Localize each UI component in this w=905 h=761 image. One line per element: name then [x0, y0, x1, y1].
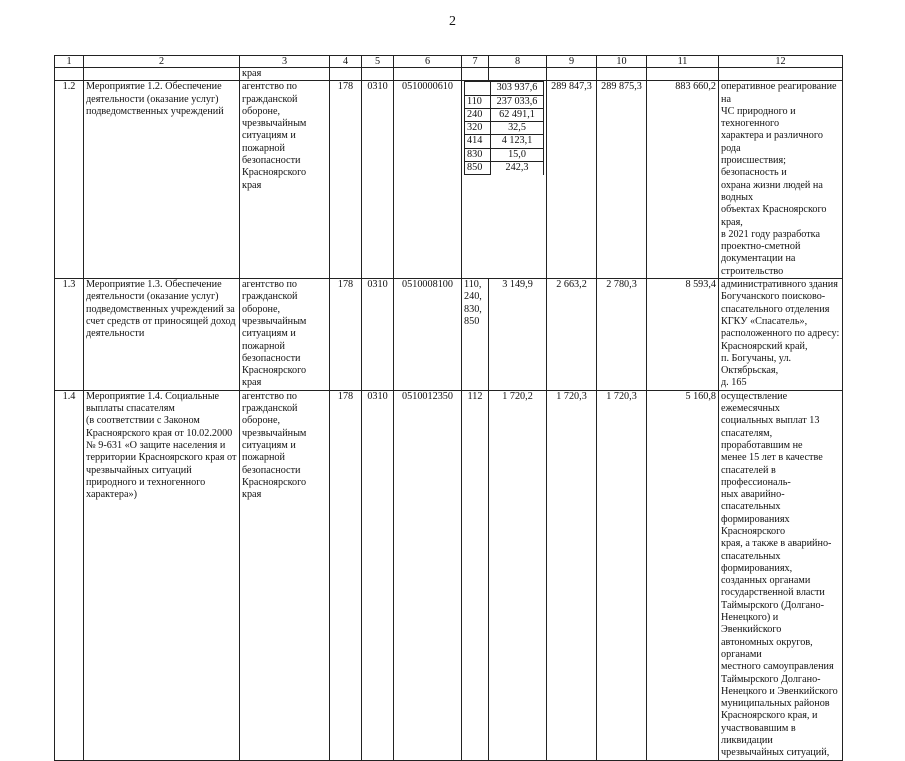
- total-amount: 883 660,2: [647, 81, 719, 279]
- year-2-amount: 289 847,3: [547, 81, 597, 279]
- header-cell: 1: [55, 56, 84, 68]
- year-3-amount: 1 720,3: [597, 390, 647, 760]
- year-1-amount: 3 149,9: [489, 279, 547, 391]
- header-cell: 9: [547, 56, 597, 68]
- executor: агентство по гражданской обороне, чрезвычайным ситуациям и пожарной безопасности Красноярского края: [240, 390, 330, 760]
- grbs-code: 178: [330, 279, 362, 391]
- row-number: 1.2: [55, 81, 84, 279]
- vr-code: 112: [462, 390, 489, 760]
- carry-over-row: [55, 68, 843, 81]
- vr-code: 110, 240, 830, 850: [462, 279, 489, 391]
- vr-amount: 242,3: [491, 162, 544, 175]
- executor: агентство по гражданской обороне, чрезвычайным ситуациям и пожарной безопасности Красноярского края: [240, 279, 330, 391]
- total-amount: 5 160,8: [647, 390, 719, 760]
- rzpr-code: 0310: [362, 81, 394, 279]
- header-cell: 10: [597, 56, 647, 68]
- rzpr-code: 0310: [362, 390, 394, 760]
- vr-breakdown: [462, 81, 547, 279]
- header-cell: 11: [647, 56, 719, 68]
- vr-code: 414: [465, 135, 491, 148]
- expected-result: административного здания Богучанского поисково- спасательного отделения КГКУ «Спасатель», расположенного по адресу: Красноярский край, п. Богучаны, ул. Октябрьская, д. 165: [719, 279, 843, 391]
- page-number: 2: [449, 14, 456, 29]
- grbs-code: 178: [330, 390, 362, 760]
- vr-code: [465, 82, 491, 95]
- header-cell: 7: [462, 56, 489, 68]
- year-3-amount: 2 780,3: [597, 279, 647, 391]
- header-cell: 5: [362, 56, 394, 68]
- executor: агентство по гражданской обороне, чрезвычайным ситуациям и пожарной безопасности Красноярского края: [240, 81, 330, 279]
- expected-result: осуществление ежемесячных социальных выплат 13 спасателям, проработавшим не менее 15 лет в качестве спасателей в профессиональ- ных аварийно-спасательных формированиях Красноярского края, а также в аварийно- спасательных формированиях, созданных органами государственной власти Таймырского (Долгано- Ненецкого) и Эвенкийского автономных округов, органами местного самоуправления Таймырского Долгано- Ненецкого и Эвенкийского муниципальных районов Красноярского края, и участвовавшим в ликвидации чрезвычайных ситуаций,: [719, 390, 843, 760]
- table-row: [55, 279, 843, 391]
- vr-amount: 237 033,6: [491, 95, 544, 108]
- column-number-header: [55, 56, 843, 68]
- vr-code: 830: [465, 148, 491, 161]
- year-2-amount: 2 663,2: [547, 279, 597, 391]
- row-number: 1.4: [55, 390, 84, 760]
- total-amount: 8 593,4: [647, 279, 719, 391]
- year-2-amount: 1 720,3: [547, 390, 597, 760]
- table-row: [55, 390, 843, 760]
- rzpr-code: 0310: [362, 279, 394, 391]
- vr-amount: 62 491,1: [491, 108, 544, 121]
- vr-breakdown-table: [464, 81, 544, 175]
- grbs-code: 178: [330, 81, 362, 279]
- csr-code: 0510000610: [394, 81, 462, 279]
- activity-name: Мероприятие 1.2. Обеспечение деятельности (оказание услуг) подведомственных учреждений: [84, 81, 240, 279]
- header-cell: 8: [489, 56, 547, 68]
- vr-code: 110: [465, 95, 491, 108]
- vr-amount: 32,5: [491, 122, 544, 135]
- vr-code: 240: [465, 108, 491, 121]
- row-number: 1.3: [55, 279, 84, 391]
- vr-amount: 15,0: [491, 148, 544, 161]
- vr-amount: 303 937,6: [491, 82, 544, 95]
- activity-name: Мероприятие 1.4. Социальные выплаты спасателям (в соответствии с Законом Красноярского края от 10.02.2000 № 9-631 «О защите населения и территории Красноярского края от чрезвычайных ситуаций природного и техногенного характера»): [84, 390, 240, 760]
- table-row: [55, 81, 843, 279]
- year-1-amount: 1 720,2: [489, 390, 547, 760]
- vr-code: 320: [465, 122, 491, 135]
- csr-code: 0510008100: [394, 279, 462, 391]
- csr-code: 0510012350: [394, 390, 462, 760]
- header-cell: 2: [84, 56, 240, 68]
- carry-over-executor: края: [240, 68, 330, 81]
- vr-code: 850: [465, 162, 491, 175]
- vr-amount: 4 123,1: [491, 135, 544, 148]
- program-activities-table: [54, 55, 843, 761]
- header-cell: 4: [330, 56, 362, 68]
- header-cell: 6: [394, 56, 462, 68]
- header-cell: 12: [719, 56, 843, 68]
- year-3-amount: 289 875,3: [597, 81, 647, 279]
- activity-name: Мероприятие 1.3. Обеспечение деятельности (оказание услуг) подведомственных учреждений за счет средств от приносящей доход деятельности: [84, 279, 240, 391]
- expected-result: оперативное реагирование на ЧС природного и техногенного характера и различного рода происшествия; безопасность и охрана жизни людей на водных объектах Красноярского края, в 2021 году разработка проектно-сметной документации на строительство: [719, 81, 843, 279]
- header-cell: 3: [240, 56, 330, 68]
